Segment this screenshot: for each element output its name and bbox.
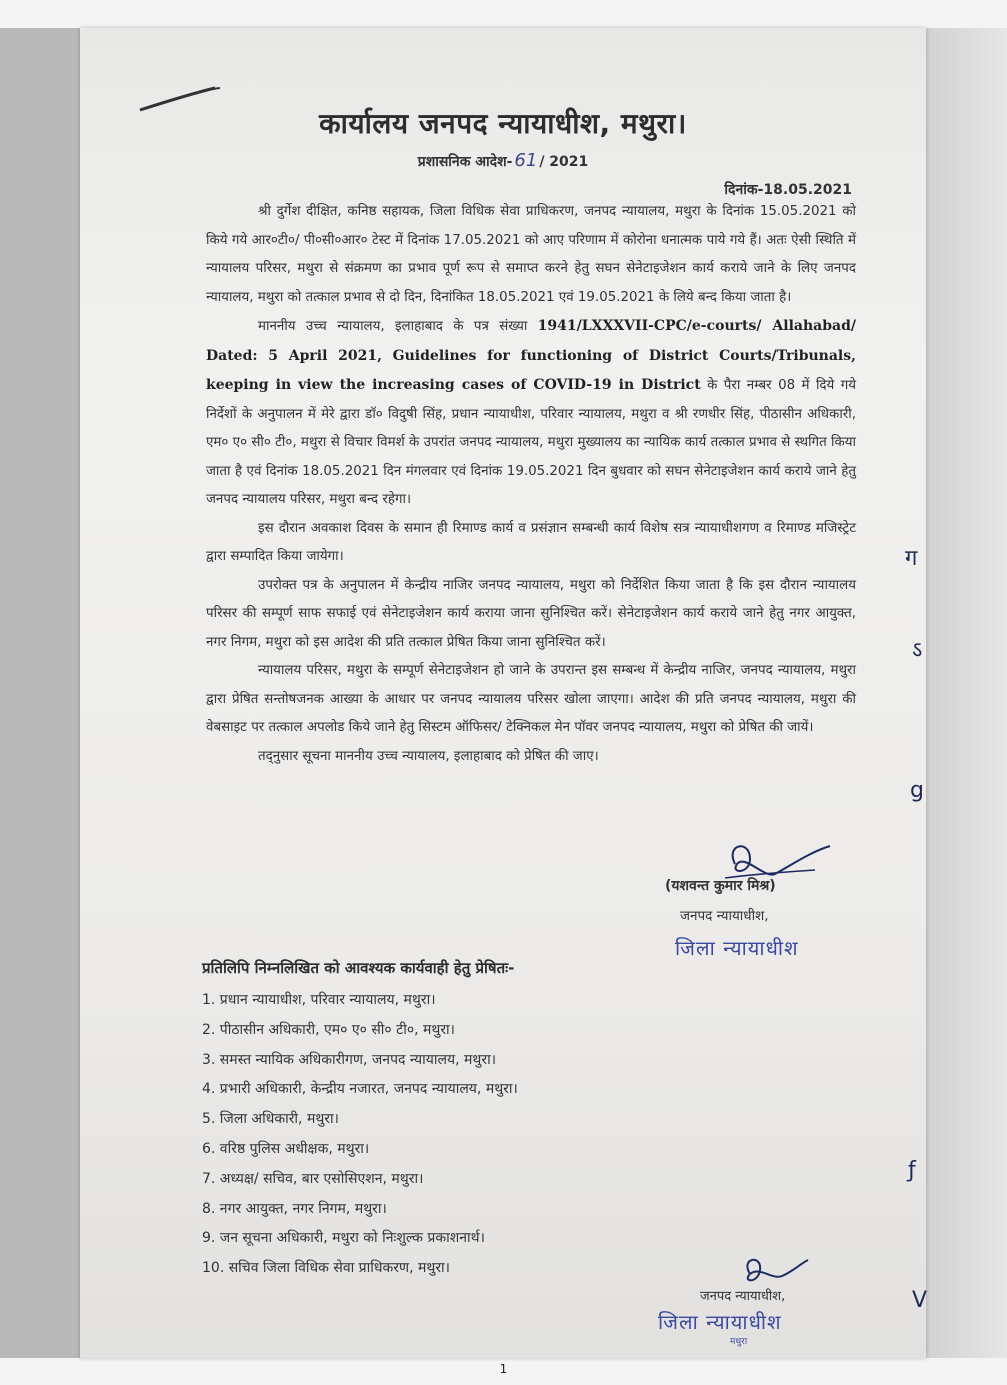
copy-to-list <box>202 986 518 1284</box>
paragraph-5: न्यायालय परिसर, मथुरा के सम्पूर्ण सेनेटाइजेशन हो जाने के उपरान्त इस सम्बन्ध में केन्द्रीय नाजिर, जनपद न्यायालय, मथुरा द्वारा प्रेषित सन्तोषजनक आख्या के आधार पर जनपद न्यायालय परिसर खोला जाएगा। आदेश की प्रति जनपद न्यायालय, मथुरा की वेबसाइट पर तत्काल अपलोड किये जाने हेतु सिस्टम ऑफिसर/ टेक्निकल मेन पॉवर जनपद न्यायालय, मथुरा को प्रेषित की जायें। <box>206 663 856 735</box>
office-title: कार्यालय जनपद न्यायाधीश, मथुरा। <box>319 107 687 140</box>
margin-handwriting: ग <box>905 546 918 571</box>
paragraph-6: तद्नुसार सूचना माननीय उच्च न्यायालय, इलाहाबाद को प्रेषित की जाए। <box>258 748 599 764</box>
list-item: 1. प्रधान न्यायाधीश, परिवार न्यायालय, मथुरा। <box>202 992 436 1008</box>
guideline-reference: 1941/LXXXVII-CPC/e-courts/ Allahabad/ Dated: 5 April 2021, Guidelines for functioning of District Courts/Tribunals, keeping in view the increasing cases of COVID-19 in District <box>206 318 856 393</box>
paragraph-3: इस दौरान अवकाश दिवस के समान ही रिमाण्ड कार्य व प्रसंज्ञान सम्बन्धी कार्य विशेष सत्र न्यायाधीशगण व रिमाण्ड मजिस्ट्रेट द्वारा सम्पादित किया जायेगा। <box>206 520 856 564</box>
signatory-title: जनपद न्यायाधीश, <box>680 908 769 924</box>
official-stamp: जिला न्यायाधीश <box>675 936 799 960</box>
paragraph-2-start: माननीय उच्च न्यायालय, इलाहाबाद के पत्र संख्या <box>258 319 538 334</box>
paragraph-4: उपरोक्त पत्र के अनुपालन में केन्द्रीय नाजिर जनपद न्यायालय, मथुरा को निर्देशित किया जाता है कि इस दौरान न्यायालय परिसर की सम्पूर्ण साफ सफाई एवं सेनेटाइजेशन कार्य कराया जाना सुनिश्चित करें। सेनेटाइजेशन कार्य कराये जाने हेतु नगर आयुक्त, नगर निगम, मथुरा को इस आदेश की प्रति तत्काल प्रेषित किया जाना सुनिश्चित करें। <box>206 577 856 650</box>
signatory-name: (यशवन्त कुमार मिश्र) <box>665 878 776 894</box>
signatory-title-2: जनपद न्यायाधीश, <box>700 1289 786 1304</box>
margin-handwriting: V <box>912 1288 928 1313</box>
list-item: 4. प्रभारी अधिकारी, केन्द्रीय नजारत, जनपद न्यायालय, मथुरा। <box>202 1081 518 1098</box>
official-stamp-2: जिला न्यायाधीश <box>658 1310 782 1334</box>
margin-handwriting: g <box>910 778 924 803</box>
judge-signature-2 <box>732 1250 812 1290</box>
order-year: / 2021 <box>539 154 589 170</box>
order-label: प्रशासनिक आदेश- <box>417 154 513 170</box>
list-item: 9. जन सूचना अधिकारी, मथुरा को निःशुल्क प्रकाशनार्थ। <box>202 1230 485 1247</box>
paragraph-2-end: के पैरा नम्बर 08 में दिये गये निर्देशों के अनुपालन में मेरे द्वारा डॉ० विदुषी सिंह, प्रधान न्यायाधीश, परिवार न्यायालय, मथुरा व श्री रणधीर सिंह, पीठासीन अधिकारी, एम० ए० सी० टी०, मथुरा से विचार विमर्श के उपरांत जनपद न्यायालय, मथुरा मुख्यालय का न्यायिक कार्य तत्काल प्रभाव से स्थगित किया जाता है एवं दिनांक 18.05.2021 दिन मंगलवार एवं दिनांक 19.05.2021 दिन बुधवार को सघन सेनेटाइजेशन कार्य कराये जाने हेतु जनपद न्यायालय परिसर, मथुरा बन्द रहेगा। <box>206 378 857 507</box>
list-item: 10. सचिव जिला विधिक सेवा प्राधिकरण, मथुरा। <box>202 1260 450 1277</box>
list-item: 3. समस्त न्यायिक अधिकारीगण, जनपद न्यायालय, मथुरा। <box>202 1051 497 1068</box>
page-number: 1 <box>499 1362 508 1376</box>
list-item: 8. नगर आयुक्त, नगर निगम, मथुरा। <box>202 1200 387 1217</box>
paragraph-2 <box>206 312 856 515</box>
official-stamp-2-place: मथुरा <box>730 1337 748 1347</box>
paragraph-1: श्री दुर्गेश दीक्षित, कनिष्ठ सहायक, जिला विधिक सेवा प्राधिकरण, जनपद न्यायालय, मथुरा के दिनांक 15.05.2021 को किये गये आर०टी०/ पी०सी०आर० टेस्ट में दिनांक 17.05.2021 को आए परिणाम में कोरोना धनात्मक पाये गये हैं। अतः ऐसी स्थिति में न्यायालय परिसर, मथुरा से संक्रमण का प्रभाव पूर्ण रूप से समाप्त करने हेतु सघन सेनेटाइजेशन कार्य कराये जाने के लिए जनपद न्यायालय, मथुरा को तत्काल प्रभाव से दो दिन, दिनांकित 18.05.2021 एवं 19.05.2021 के लिये बन्द किया जाता है। <box>206 204 856 305</box>
margin-handwriting: ऽ <box>912 638 923 663</box>
underlying-page-edge <box>917 28 1007 1358</box>
list-item: 2. पीठासीन अधिकारी, एम० ए० सी० टी०, मथुरा। <box>202 1021 455 1038</box>
copy-to-heading: प्रतिलिपि निम्नलिखित को आवश्यक कार्यवाही हेतु प्रेषितः- <box>202 959 515 977</box>
order-body <box>206 198 856 771</box>
handwritten-order-number: 61 <box>514 150 538 171</box>
list-item: 7. अध्यक्ष/ सचिव, बार एसोसिएशन, मथुरा। <box>202 1170 424 1187</box>
list-item: 6. वरिष्ठ पुलिस अधीक्षक, मथुरा। <box>202 1140 370 1157</box>
document-page <box>80 28 926 1358</box>
margin-handwriting: ƒ <box>908 1158 916 1183</box>
order-number-line <box>80 150 926 171</box>
list-item: 5. जिला अधिकारी, मथुरा। <box>202 1111 339 1128</box>
order-date: दिनांक-18.05.2021 <box>724 182 852 198</box>
